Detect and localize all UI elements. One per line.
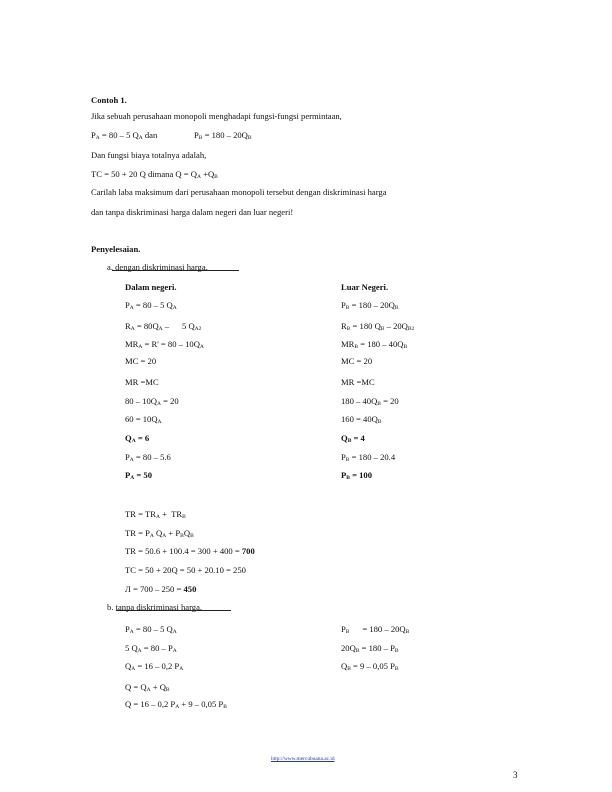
part-a-label: a. dengan diskriminasi harga.: [107, 262, 208, 272]
eq-right: MR =MC: [341, 377, 375, 387]
cost-intro: Dan fungsi biaya totalnya adalah,: [91, 150, 207, 160]
question-line-1: Carilah laba maksimum dari perusahaan monopoli tersebut dengan diskriminasi harga: [91, 187, 387, 197]
eq-right: $160 = 40Q_B$: [341, 414, 382, 425]
solution-heading: Penyelesaian.: [91, 244, 141, 254]
eq-b-total: $Q = Q_A + Q_B$: [125, 682, 170, 693]
demand-function-b: $P_B = 180 - 20Q_B$: [194, 130, 252, 141]
domestic-heading: Dalam negeri.: [125, 282, 177, 292]
eq-right: $R_B = 180$ $Q_B - 20Q_{B2}$: [341, 321, 415, 332]
part-a-underline: [112, 270, 239, 271]
question-line-2: dan tanpa diskriminasi harga dalam negeri dan luar negeri!: [91, 207, 294, 217]
eq-left-result: $P_A = 50$: [125, 470, 153, 481]
profit-eq: Л = 700 – 250 = 450: [125, 584, 197, 594]
eq-b-right: $P_B$ = $180 - 20Q_B$: [341, 624, 410, 635]
eq-b-left: $P_A = 80 - 5$ $Q_A$: [125, 624, 177, 635]
eq-b-right: $Q_B = 9 - 0,05$ $P_B$: [341, 661, 399, 672]
eq-right: MC = 20: [341, 356, 373, 366]
eq-left-result: $Q_A = 6$: [125, 433, 150, 444]
profit-eq: TC = 50 + 20Q = 50 + 20.10 = 250: [125, 565, 246, 575]
eq-right-result: $P_B = 100$: [341, 470, 373, 481]
eq-b-total: Q = 16 – 0,2 $P_A + 9 - 0,05$ $P_B$: [125, 699, 227, 710]
eq-right: $P_B = 180 - 20Q_B$: [341, 300, 399, 311]
eq-right-result: $Q_B = 4$: [341, 433, 365, 444]
profit-eq: TR = 50.6 + 100.4 = 300 + 400 = 700: [125, 546, 255, 556]
part-b-underline: [116, 610, 231, 611]
example-title: Contoh 1.: [91, 95, 127, 105]
cost-function: TC = 50 + 20 Q dimana $Q = Q_A +Q_B$: [91, 169, 218, 180]
eq-right: $P_B = 180 - 20.4$: [341, 452, 396, 463]
eq-left: MR =MC: [125, 377, 159, 387]
eq-b-left: $Q_A = 16 - 0,2$ $P_A$: [125, 661, 184, 672]
eq-b-right: $20Q_B = 180 - P_B$: [341, 643, 399, 654]
eq-left: MC = 20: [125, 356, 157, 366]
eq-left: $P_A = 80 - 5.6$: [125, 452, 171, 463]
eq-right: $180 - 40Q_B = 20$: [341, 396, 399, 407]
eq-left: $MR_A = R' = 80 - 10Q_A$: [125, 339, 204, 350]
eq-b-left: 5 $Q_A = 80 - P_A$: [125, 643, 177, 654]
profit-eq: TR = $P_A$ $Q_A + P_BQ_B$: [125, 528, 194, 539]
eq-left: $60 = 10Q_A$: [125, 414, 162, 425]
eq-left: $80 - 10Q_A = 20$: [125, 396, 179, 407]
eq-left: $P_A = 80 - 5$ $Q_A$: [125, 300, 177, 311]
example-intro: Jika sebuah perusahaan monopoli menghadapi fungsi-fungsi permintaan,: [91, 111, 342, 121]
eq-left: $R_A = 80Q_A$ – 5 $Q_{A2}$: [125, 321, 202, 332]
footer-link[interactable]: http://www.mercubuana.ac.id: [271, 756, 335, 762]
profit-eq: TR = $TR_A + TR_B$: [125, 509, 186, 520]
part-b-label: b. tanpa diskriminasi harga.: [107, 602, 203, 612]
demand-function-a: $P_A = 80 - 5$ $Q_A$ dan: [91, 130, 158, 141]
foreign-heading: Luar Negeri.: [341, 282, 389, 292]
eq-right: $MR_B = 180 - 40Q_B$: [341, 339, 408, 350]
page-number: 3: [513, 770, 518, 780]
